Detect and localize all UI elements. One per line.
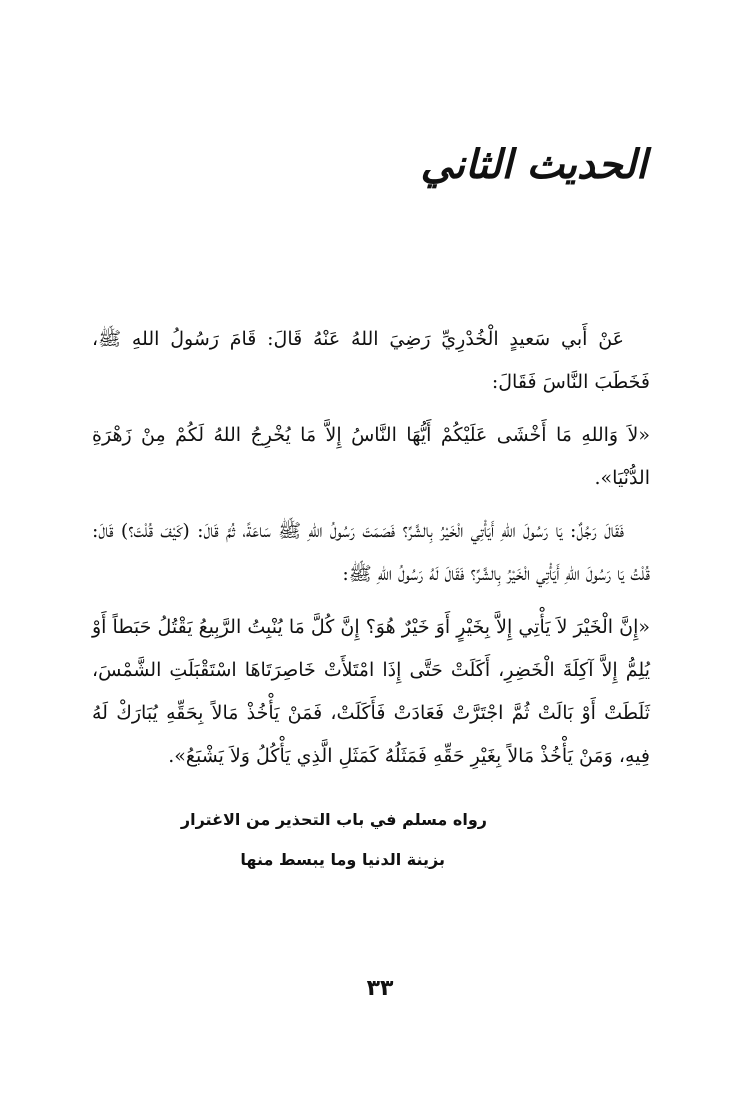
paragraph-prophet-answer: «إِنَّ الْخَيْرَ لاَ يَأْتِي إِلاَّ بِخَيْرٍ أَوَ خَيْرٌ هُوَ؟ إِنَّ كُلَّ مَا يُنْبِتُ الرَّبِيعُ يَقْتُلُ حَبَطاً أَوْ يُلِمُّ إِلاَّ آكِلَةَ الْخَضِرِ، أَكَلَتْ حَتَّى إِذَا امْتَلأَتْ خَاصِرَتَاهَا اسْتَقْبَلَتِ الشَّمْسَ، ثَلَطَتْ أَوْ بَالَتْ ثُمَّ اجْتَرَّتْ فَعَادَتْ فَأَكَلَتْ، فَمَنْ يَأْخُذْ مَالاً بِحَقِّهِ يُبَارَكْ لَهُ فِيهِ، وَمَنْ يَأْخُذْ مَالاً بِغَيْرِ حَقِّهِ فَمَثَلُهُ كَمَثَلِ الَّذِي يَأْكُلُ وَلاَ يَشْبَعُ». — [92, 616, 650, 767]
hadith-body — [92, 318, 650, 788]
hadith-title: الحديث الثاني — [420, 142, 647, 188]
paragraph-man-question: فَقَالَ رَجُلٌ: يَا رَسُولَ اللهِ أَيَأْتِي الْخَيْرُ بِالشَّرِّ؟ فَصَمَتَ رَسُولُ اللهِ ﷺ سَاعَةً، ثُمَّ قَالَ: (كَيْفَ قُلْتَ؟) قَالَ: قُلْتُ يَا رَسُولَ اللهِ أَيَأْتِي الْخَيْرُ بِالشَّرِّ؟ فَقَالَ لَهُ رَسُولُ اللهِ ﷺ: — [92, 520, 650, 585]
page-number: ٣٣ — [366, 976, 394, 1001]
paragraph-narration: عَنْ أَبي سَعيدٍ الْخُدْرِيِّ رَضِيَ اللهُ عَنْهُ قَالَ: قَامَ رَسُولُ اللهِ ﷺ، فَخَطَبَ النَّاسَ فَقَالَ: — [92, 328, 650, 393]
hadith-source — [177, 800, 487, 880]
source-line-1: رواه مسلم في باب التحذير من الاغترار — [180, 810, 487, 829]
source-line-2: بزينة الدنيا وما يبسط منها — [240, 850, 445, 869]
paragraph-prophet-saying: «لاَ وَاللهِ مَا أَخْشَى عَلَيْكُمْ أَيُّهَا النَّاسُ إِلاَّ مَا يُخْرِجُ اللهُ لَكُمْ مِنْ زَهْرَةِ الدُّنْيَا». — [92, 424, 650, 489]
